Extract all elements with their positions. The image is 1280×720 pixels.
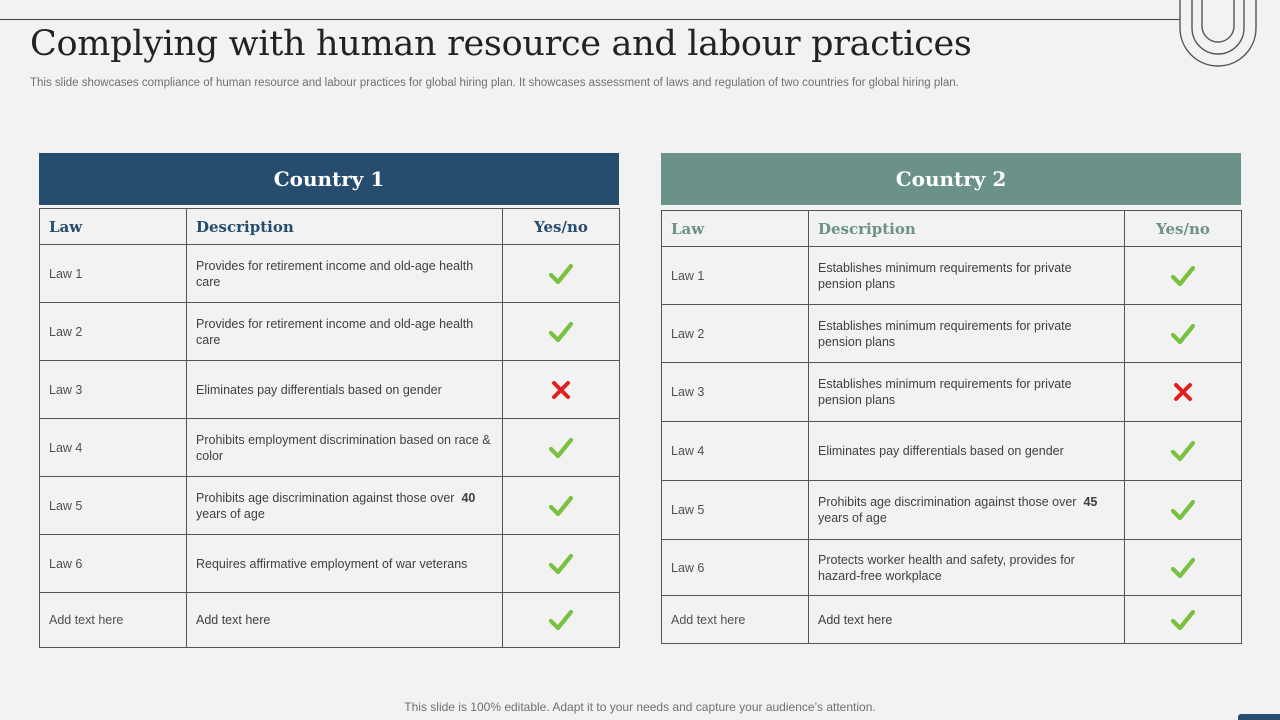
description-cell: Add text here: [809, 596, 1125, 644]
description-cell: Eliminates pay differentials based on gender: [187, 361, 503, 419]
status-cell: [1125, 305, 1242, 363]
check-icon: [548, 493, 574, 519]
corner-accent-bar: [1238, 714, 1280, 720]
table-row: [40, 361, 620, 419]
status-cell: [503, 303, 620, 361]
table-header-row: [40, 209, 620, 245]
table-row: [662, 540, 1242, 596]
page-subtitle: This slide showcases compliance of human resource and labour practices for global hiring plan. It showcases assessment of laws and regulation of two countries for global hiring plan.: [30, 77, 959, 89]
law-cell: Law 3: [40, 361, 187, 419]
law-cell: Law 3: [662, 363, 809, 422]
check-icon: [548, 435, 574, 461]
table-row: [662, 305, 1242, 363]
description-cell: Prohibits employment discrimination based on race & color: [187, 419, 503, 477]
column-header-yesno: Yes/no: [1125, 211, 1242, 247]
law-cell: Law 5: [662, 481, 809, 540]
law-cell: Law 2: [40, 303, 187, 361]
status-cell: [503, 593, 620, 648]
page-title: Complying with human resource and labour practices: [30, 24, 972, 64]
description-cell: Protects worker health and safety, provides for hazard-free workplace: [809, 540, 1125, 596]
law-cell: Law 4: [662, 422, 809, 481]
column-header-law: Law: [40, 209, 187, 245]
check-icon: [548, 319, 574, 345]
country-1-panel: [39, 153, 619, 648]
table-header-row: [662, 211, 1242, 247]
status-cell: [503, 361, 620, 419]
status-cell: [1125, 596, 1242, 644]
description-cell: Provides for retirement income and old-age health care: [187, 245, 503, 303]
check-icon: [548, 607, 574, 633]
check-icon: [1170, 438, 1196, 464]
column-header-description: Description: [809, 211, 1125, 247]
status-cell: [503, 245, 620, 303]
law-cell: Add text here: [662, 596, 809, 644]
table-row: [662, 481, 1242, 540]
table-row: [662, 247, 1242, 305]
country-1-header: Country 1: [39, 153, 619, 205]
law-cell: Add text here: [40, 593, 187, 648]
status-cell: [1125, 540, 1242, 596]
table-row: [662, 596, 1242, 644]
status-cell: [503, 535, 620, 593]
check-icon: [1170, 555, 1196, 581]
status-cell: [1125, 422, 1242, 481]
description-cell: Establishes minimum requirements for private pension plans: [809, 247, 1125, 305]
status-cell: [1125, 247, 1242, 305]
status-cell: [1125, 481, 1242, 540]
table-row: [40, 245, 620, 303]
table-row: [662, 363, 1242, 422]
law-cell: Law 6: [40, 535, 187, 593]
table-row: [40, 593, 620, 648]
law-cell: Law 4: [40, 419, 187, 477]
table-row: [40, 303, 620, 361]
description-cell: Eliminates pay differentials based on gender: [809, 422, 1125, 481]
cross-icon: [548, 377, 574, 403]
check-icon: [1170, 321, 1196, 347]
table-row: [662, 422, 1242, 481]
description-cell: Add text here: [187, 593, 503, 648]
law-cell: Law 1: [662, 247, 809, 305]
check-icon: [1170, 263, 1196, 289]
description-cell: Establishes minimum requirements for private pension plans: [809, 363, 1125, 422]
description-cell: Provides for retirement income and old-age health care: [187, 303, 503, 361]
cross-icon: [1170, 379, 1196, 405]
law-cell: Law 2: [662, 305, 809, 363]
table-row: [40, 535, 620, 593]
description-cell: [187, 477, 503, 535]
law-cell: Law 6: [662, 540, 809, 596]
table-row: [40, 419, 620, 477]
check-icon: [548, 261, 574, 287]
age-number: 40: [461, 490, 476, 505]
country-2-panel: [661, 153, 1241, 644]
check-icon: [548, 551, 574, 577]
column-header-description: Description: [187, 209, 503, 245]
decorative-arc-icon: [1176, 0, 1260, 70]
description-text: Prohibits age discrimination against those over: [818, 495, 1077, 509]
age-number: 45: [1083, 495, 1098, 509]
top-divider: [0, 19, 1180, 20]
check-icon: [1170, 607, 1196, 633]
country-2-header: Country 2: [661, 153, 1241, 205]
check-icon: [1170, 497, 1196, 523]
description-cell: Requires affirmative employment of war veterans: [187, 535, 503, 593]
country-2-table: [661, 210, 1242, 644]
status-cell: [1125, 363, 1242, 422]
description-cell: Establishes minimum requirements for private pension plans: [809, 305, 1125, 363]
description-cell: [809, 481, 1125, 540]
description-text: Prohibits age discrimination against those over: [196, 490, 455, 505]
law-cell: Law 5: [40, 477, 187, 535]
footer-note: This slide is 100% editable. Adapt it to your needs and capture your audience’s attention.: [404, 700, 876, 714]
status-cell: [503, 419, 620, 477]
status-cell: [503, 477, 620, 535]
law-cell: Law 1: [40, 245, 187, 303]
table-row: [40, 477, 620, 535]
description-text: years of age: [818, 511, 887, 525]
country-1-table: [39, 208, 620, 648]
description-text: years of age: [196, 506, 265, 521]
column-header-yesno: Yes/no: [503, 209, 620, 245]
column-header-law: Law: [662, 211, 809, 247]
